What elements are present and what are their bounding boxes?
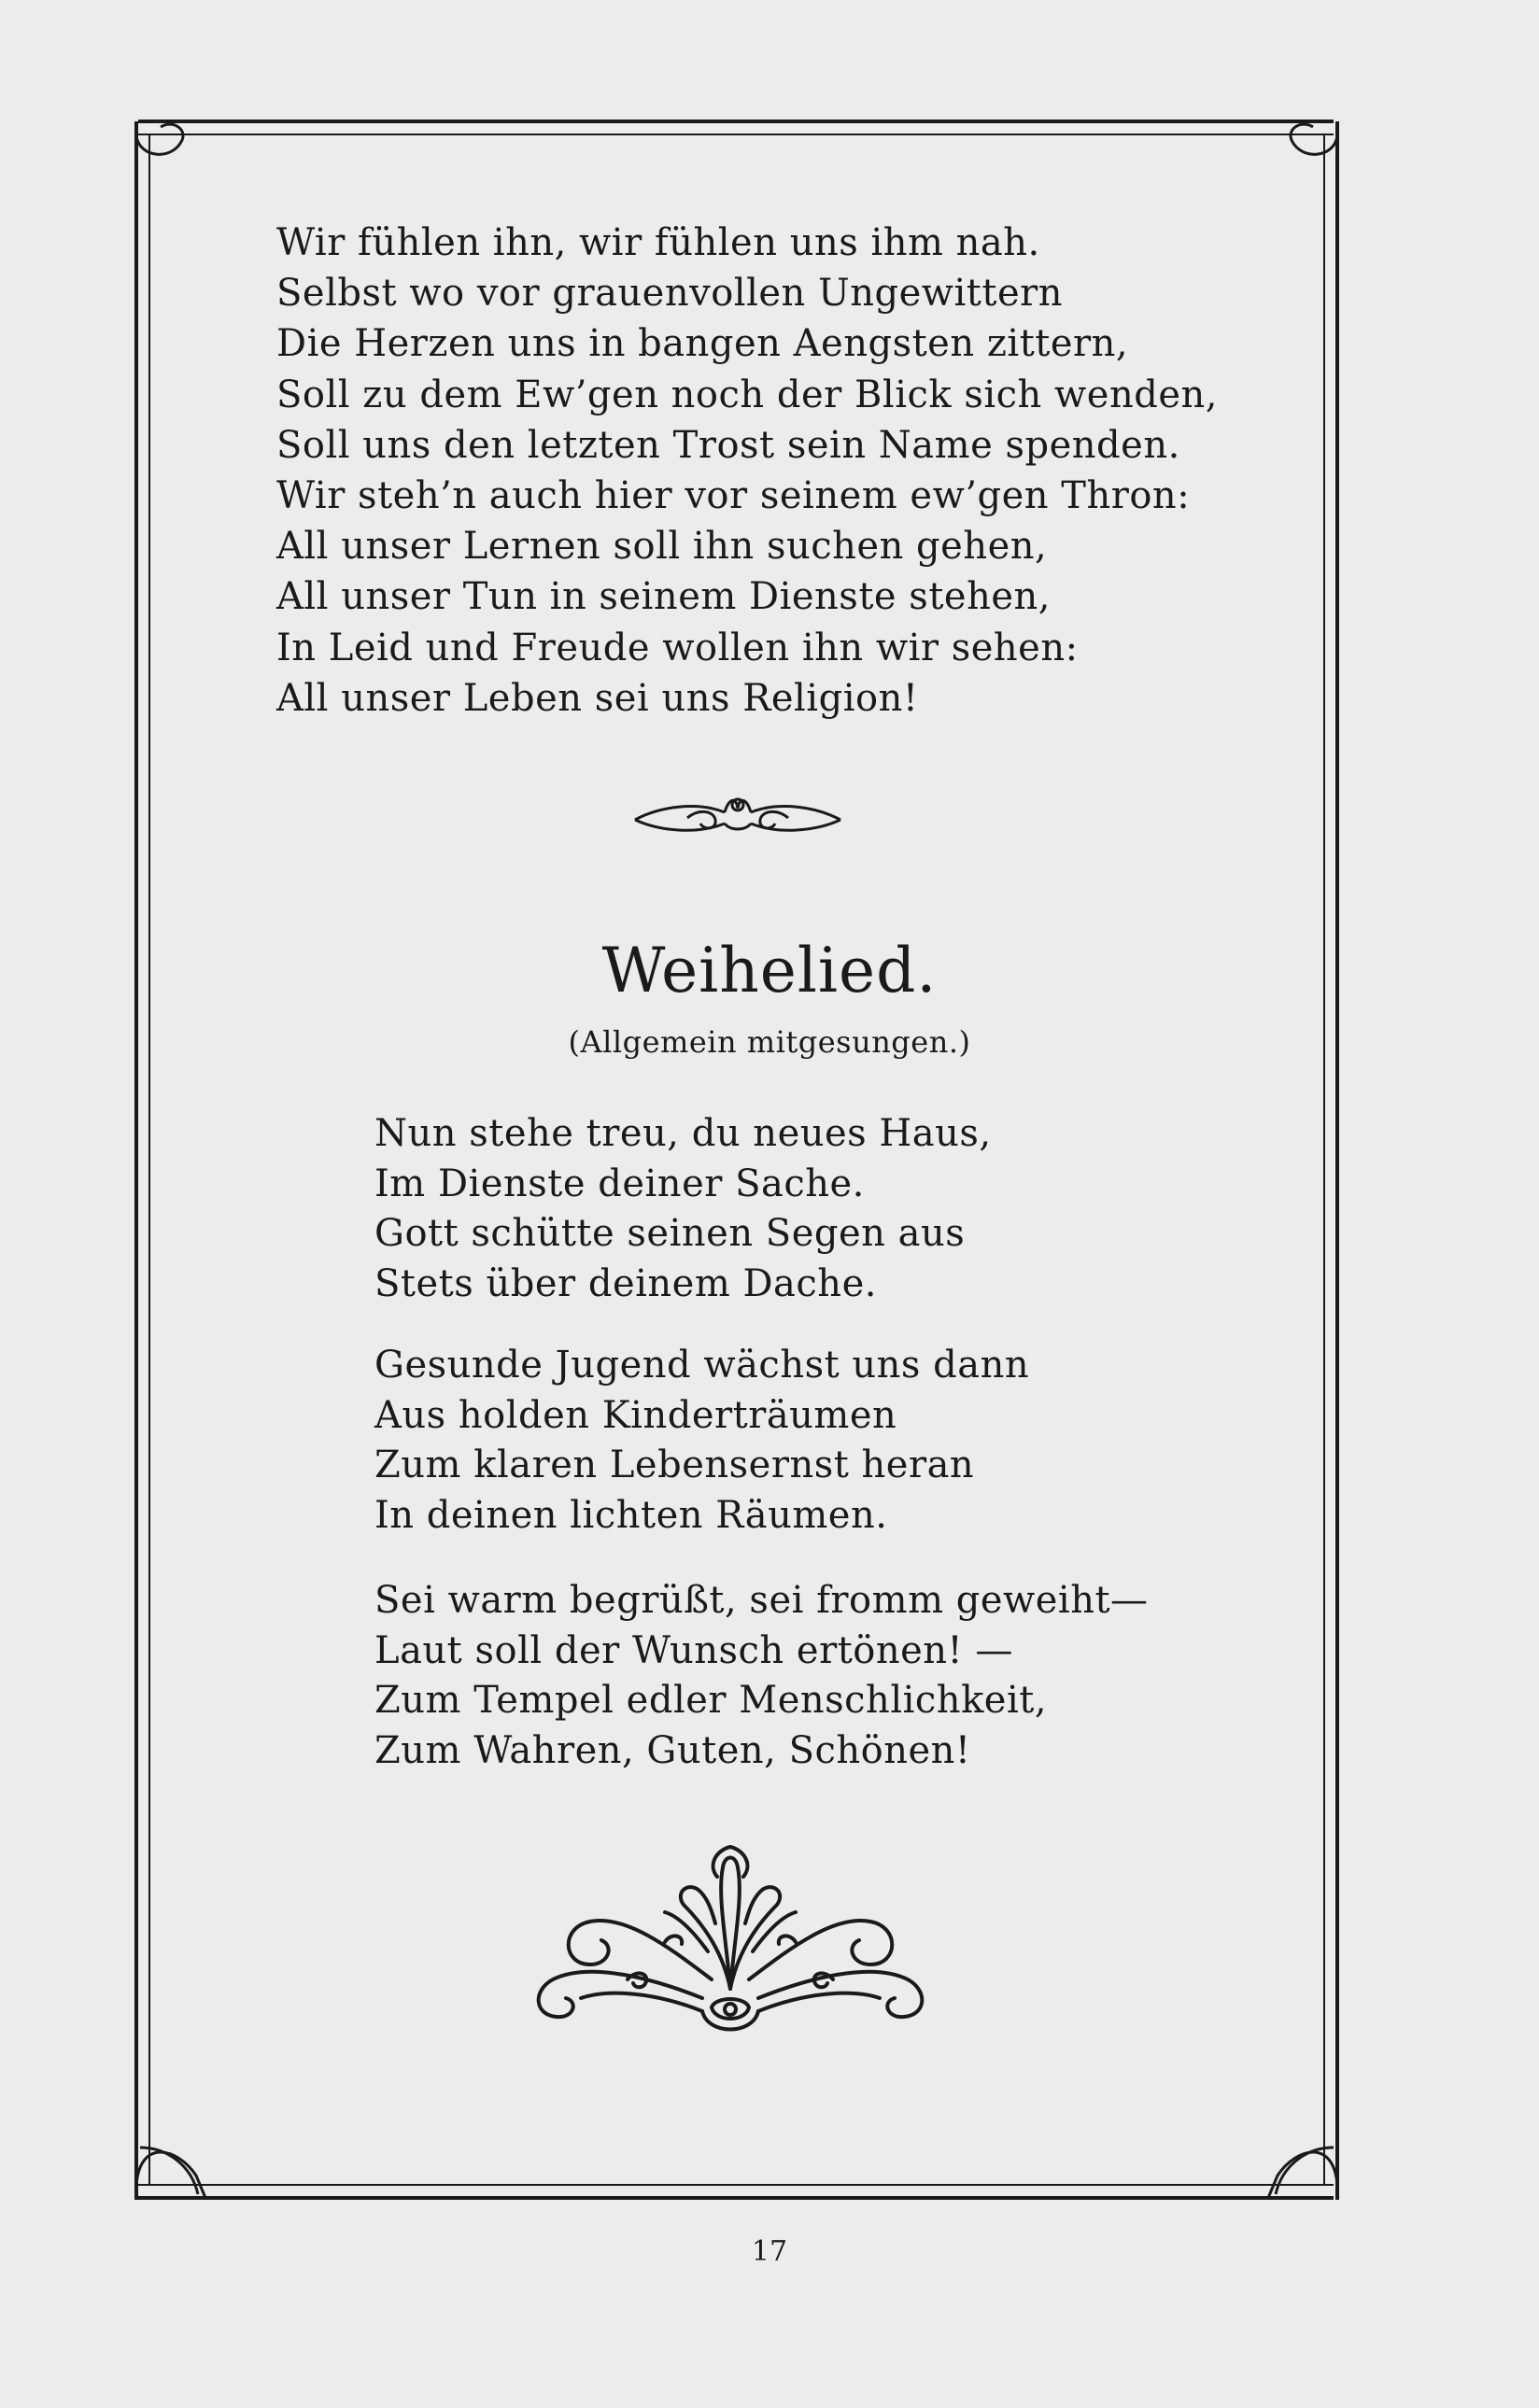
acanthus-tailpiece-icon <box>525 1839 936 2047</box>
poem-line: Soll zu dem Ew’gen noch der Blick sich wenden, <box>276 373 1218 416</box>
stanza-line: Im Dienste deiner Sache. <box>374 1162 865 1205</box>
page-number: 17 <box>751 2235 788 2268</box>
poem-line: Wir steh’n auch hier vor seinem ew’gen Thron: <box>276 474 1191 518</box>
poem-line: All unser Leben sei uns Religion! <box>276 676 919 720</box>
small-scroll-ornament-icon <box>631 786 844 844</box>
stanza-2 <box>374 1341 1215 1541</box>
stanza-line: In deinen lichten Räumen. <box>374 1493 888 1537</box>
stanza-line: Aus holden Kinderträumen <box>374 1393 897 1437</box>
song-title: Weihelied. <box>601 935 938 1007</box>
poem-line: Die Herzen uns in bangen Aengsten zittern, <box>276 322 1129 366</box>
stanza-line: Nun stehe treu, du neues Haus, <box>374 1112 992 1155</box>
stanza-1 <box>374 1109 1215 1309</box>
stanza-line: Zum Tempel edler Menschlichkeit, <box>374 1679 1048 1723</box>
stanza-line: Zum Wahren, Guten, Schönen! <box>374 1728 971 1772</box>
stanza-line: Gesunde Jugend wächst uns dann <box>374 1344 1030 1387</box>
stanza-line: Stets über deinem Dache. <box>374 1261 877 1305</box>
poem-line: Soll uns den letzten Trost sein Name spenden. <box>276 423 1180 467</box>
stanza-line: Sei warm begrüßt, sei fromm geweiht— <box>374 1579 1149 1622</box>
stanza-3 <box>374 1576 1215 1776</box>
poem-line: All unser Tun in seinem Dienste stehen, <box>276 575 1051 619</box>
intro-poem <box>276 218 1266 724</box>
stanza-line: Gott schütte seinen Segen aus <box>374 1212 966 1256</box>
poem-line: Selbst wo vor grauenvollen Ungewittern <box>276 272 1064 316</box>
poem-line: All unser Lernen soll ihn suchen gehen, <box>276 525 1048 569</box>
poem-line: Wir fühlen ihn, wir fühlen uns ihm nah. <box>276 221 1040 264</box>
song-subtitle: (Allgemein mitgesungen.) <box>568 1024 971 1060</box>
poem-line: In Leid und Freude wollen ihn wir sehen: <box>276 626 1079 669</box>
stanza-line: Laut soll der Wunsch ertönen! — <box>374 1628 1013 1672</box>
stanza-line: Zum klaren Lebensernst heran <box>374 1443 975 1487</box>
